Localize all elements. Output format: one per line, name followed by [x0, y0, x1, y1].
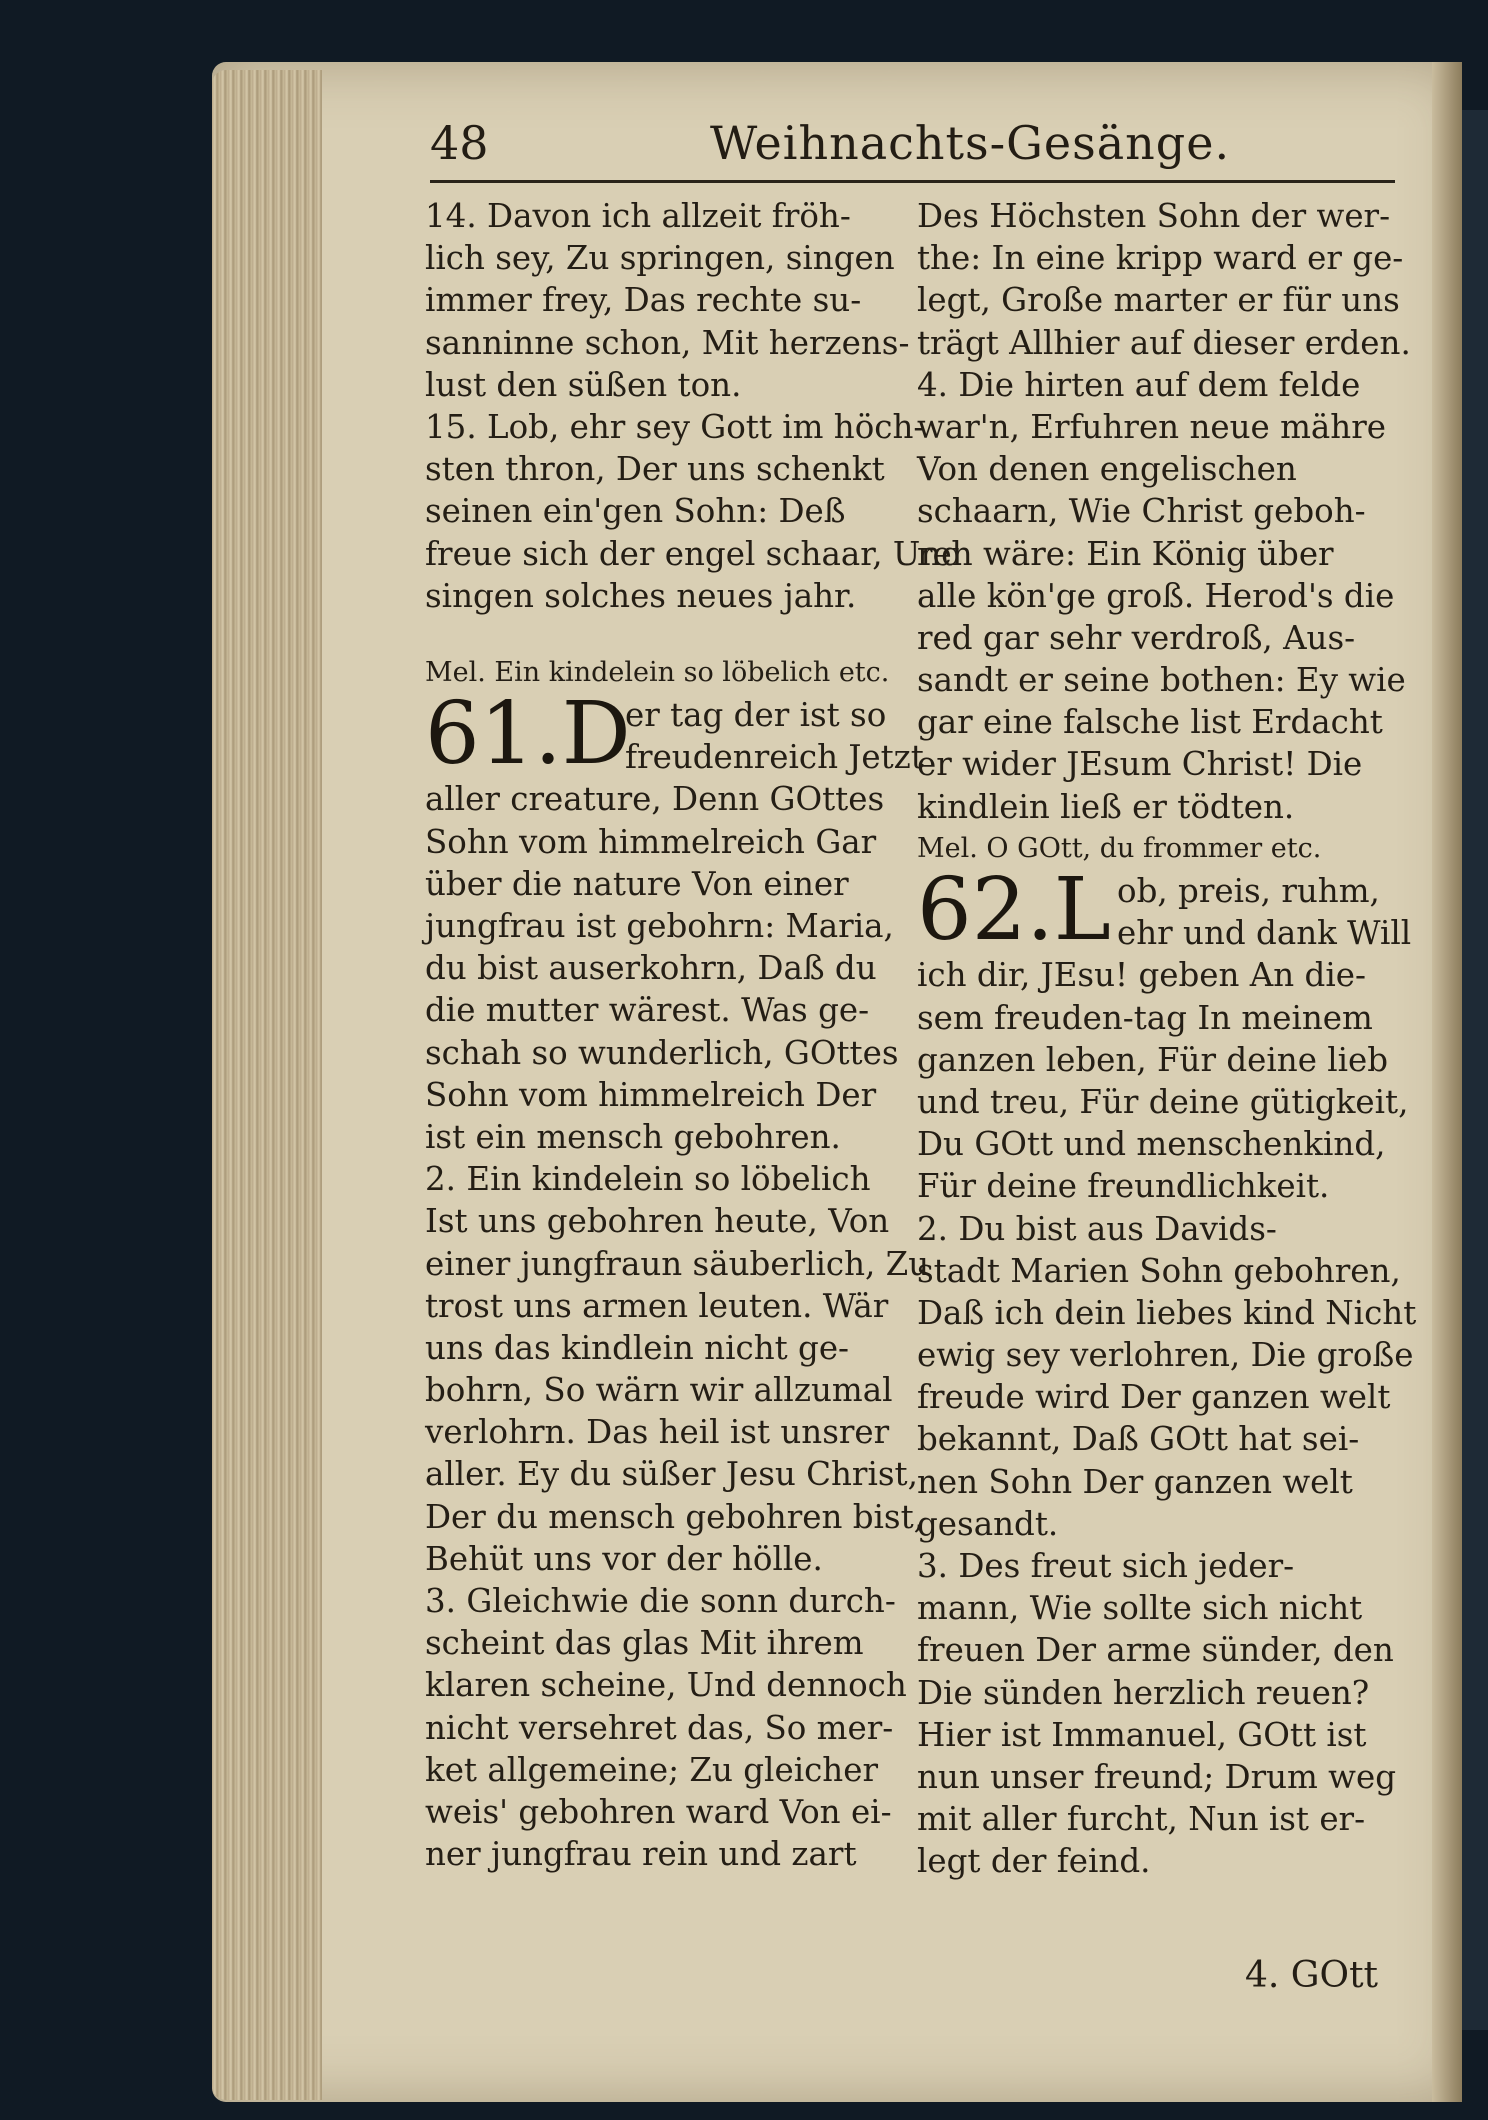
stanza-4: [917, 364, 1406, 828]
text-line: schah so wunderlich, GOttes: [425, 1033, 899, 1072]
text-line: freue sich der engel schaar, Und: [425, 534, 962, 573]
text-line: bohrn, So wärn wir allzumal: [425, 1371, 893, 1410]
text-line: mit aller furcht, Nun ist er-: [917, 1800, 1366, 1839]
text-line: immer frey, Das rechte su-: [425, 281, 862, 320]
text-line: aller creature, Denn GOttes: [425, 780, 885, 819]
text-line: scheint das glas Mit ihrem: [425, 1624, 864, 1663]
stanza-15: [425, 406, 962, 617]
header-rule: [430, 180, 1395, 183]
text-line: seinen ein'gen Sohn: Deß: [425, 492, 846, 531]
page-edges: [212, 70, 322, 2100]
text-line: Behüt uns vor der hölle.: [425, 1539, 823, 1578]
text-line: mann, Wie sollte sich nicht: [917, 1589, 1363, 1628]
stanza-2b: [917, 1208, 1417, 1546]
text-line: 4. Die hirten auf dem felde: [917, 365, 1361, 404]
text-line: einer jungfraun säuberlich, Zu: [425, 1244, 930, 1283]
text-line: trost uns armen leuten. Wär: [425, 1286, 889, 1325]
text-line: 3. Gleichwie die sonn durch-: [425, 1582, 896, 1621]
text-line: Der du mensch gebohren bist,: [425, 1497, 924, 1536]
text-line: 2. Ein kindelein so löbelich: [425, 1160, 871, 1199]
text-line: sem freuden-tag In meinem: [917, 998, 1373, 1037]
text-line: nicht versehret das, So mer-: [425, 1708, 894, 1747]
right-column: [917, 195, 1417, 1883]
text-line: the: In eine kripp ward er ge-: [917, 239, 1404, 278]
text-line: du bist auserkohrn, Daß du: [425, 949, 877, 988]
text-line: er wider JEsum Christ! Die: [917, 745, 1363, 784]
text-line: uns das kindlein nicht ge-: [425, 1328, 850, 1367]
spacer: [425, 617, 880, 652]
stanza-14: [425, 195, 910, 406]
text-line: ganzen leben, Für deine lieb: [917, 1040, 1389, 1079]
drop-initial: L: [1053, 860, 1111, 960]
text-line: legt der feind.: [917, 1842, 1151, 1881]
text-line: lich sey, Zu springen, singen: [425, 239, 895, 278]
text-line: ewig sey verlohren, Die große: [917, 1336, 1414, 1375]
text-line: gar eine falsche list Erdacht: [917, 703, 1383, 742]
melody-note: Mel. Ein kindelein so löbelich etc.: [425, 656, 890, 688]
text-line: trägt Allhier auf dieser erden.: [917, 323, 1411, 362]
hymn-62-opening: [917, 860, 1412, 960]
text-line: ner jungfrau rein und zart: [425, 1835, 857, 1874]
book-gutter: [1432, 62, 1462, 2102]
text-line: klaren scheine, Und dennoch: [425, 1666, 907, 1705]
stanza-continuation: [917, 195, 1411, 364]
melody-note: Mel. O GOtt, du frommer etc.: [917, 832, 1322, 864]
text-line: Du GOtt und menschenkind,: [917, 1125, 1386, 1164]
text-line: sandt er seine bothen: Ey wie: [917, 661, 1406, 700]
text-line: verlohrn. Das heil ist unsrer: [425, 1413, 890, 1452]
stanza-3: [425, 1580, 907, 1875]
text-line: ehr und dank Will: [1117, 914, 1412, 952]
text-line: freude wird Der ganzen welt: [917, 1378, 1391, 1417]
left-column: [425, 195, 962, 1875]
text-line: Des Höchsten Sohn der wer-: [917, 197, 1391, 235]
text-line: Sohn vom himmelreich Gar: [425, 822, 877, 861]
text-line: kindlein ließ er tödten.: [917, 787, 1295, 826]
text-line: nen Sohn Der ganzen welt: [917, 1462, 1353, 1501]
text-line: red gar sehr verdroß, Aus-: [917, 618, 1356, 657]
running-title: Weihnachts-Gesänge.: [710, 116, 1231, 170]
text-line: ich dir, JEsu! geben An die-: [917, 956, 1366, 995]
text-line: nun unser freund; Drum weg: [917, 1757, 1397, 1796]
text-line: gesandt.: [917, 1504, 1059, 1543]
text-line: freudenreich Jetzt: [625, 738, 924, 777]
text-line: Daß ich dein liebes kind Nicht: [917, 1293, 1417, 1332]
text-line: lust den süßen ton.: [425, 365, 742, 404]
text-line: Für deine freundlichkeit.: [917, 1167, 1330, 1206]
text-line: sten thron, Der uns schenkt: [425, 450, 885, 489]
text-line: jungfrau ist gebohrn: Maria,: [425, 907, 894, 946]
text-line: freuen Der arme sünder, den: [917, 1631, 1394, 1670]
text-line: Die sünden herzlich reuen?: [917, 1673, 1370, 1712]
hymn-number: [425, 684, 631, 785]
text-line: 3. Des freut sich jeder-: [917, 1547, 1295, 1586]
text-line: ket allgemeine; Zu gleicher: [425, 1750, 878, 1789]
drop-initial: D: [561, 684, 631, 785]
background-strip: [1462, 110, 1488, 2030]
text-line: stadt Marien Sohn gebohren,: [917, 1251, 1401, 1290]
text-line: 15. Lob, ehr sey Gott im höch-: [425, 407, 925, 446]
text-line: aller. Ey du süßer Jesu Christ,: [425, 1455, 918, 1494]
text-line: Von denen engelischen: [917, 450, 1297, 489]
stanza-2: [425, 1158, 930, 1580]
stanza-3b: [917, 1545, 1397, 1883]
text-line: bekannt, Daß GOtt hat sei-: [917, 1420, 1360, 1459]
text-line: legt, Große marter er für uns: [917, 281, 1400, 320]
text-line: er tag der ist so: [625, 696, 887, 735]
text-line: singen solches neues jahr.: [425, 576, 857, 615]
text-line: alle kön'ge groß. Herod's die: [917, 576, 1395, 615]
text-line: schaarn, Wie Christ geboh-: [917, 492, 1366, 531]
text-line: Sohn vom himmelreich Der: [425, 1075, 877, 1114]
hymn-number-text: 61.: [425, 684, 562, 785]
text-line: 2. Du bist aus Davids-: [917, 1209, 1277, 1248]
text-line: über die nature Von einer: [425, 864, 849, 903]
page-number: 48: [430, 116, 489, 170]
text-line: die mutter wärest. Was ge-: [425, 991, 870, 1030]
text-line: ist ein mensch gebohren.: [425, 1117, 841, 1156]
page-header: [430, 110, 1395, 180]
hymn-61-opening: [425, 684, 924, 785]
hymn-number-text: 62.: [917, 860, 1054, 960]
text-line: ob, preis, ruhm,: [1117, 872, 1380, 910]
text-line: Ist uns gebohren heute, Von: [425, 1202, 890, 1241]
text-line: ren wäre: Ein König über: [917, 534, 1334, 573]
catchword: 4. GOtt: [1245, 1955, 1378, 1996]
hymn-number: [917, 862, 1111, 958]
text-line: 14. Davon ich allzeit fröh-: [425, 197, 851, 235]
text-line: und treu, Für deine gütigkeit,: [917, 1082, 1409, 1121]
text-line: sanninne schon, Mit herzens-: [425, 323, 910, 362]
text-line: war'n, Erfuhren neue mähre: [917, 407, 1386, 446]
text-line: weis' gebohren ward Von ei-: [425, 1792, 892, 1831]
text-line: Hier ist Immanuel, GOtt ist: [917, 1715, 1367, 1754]
